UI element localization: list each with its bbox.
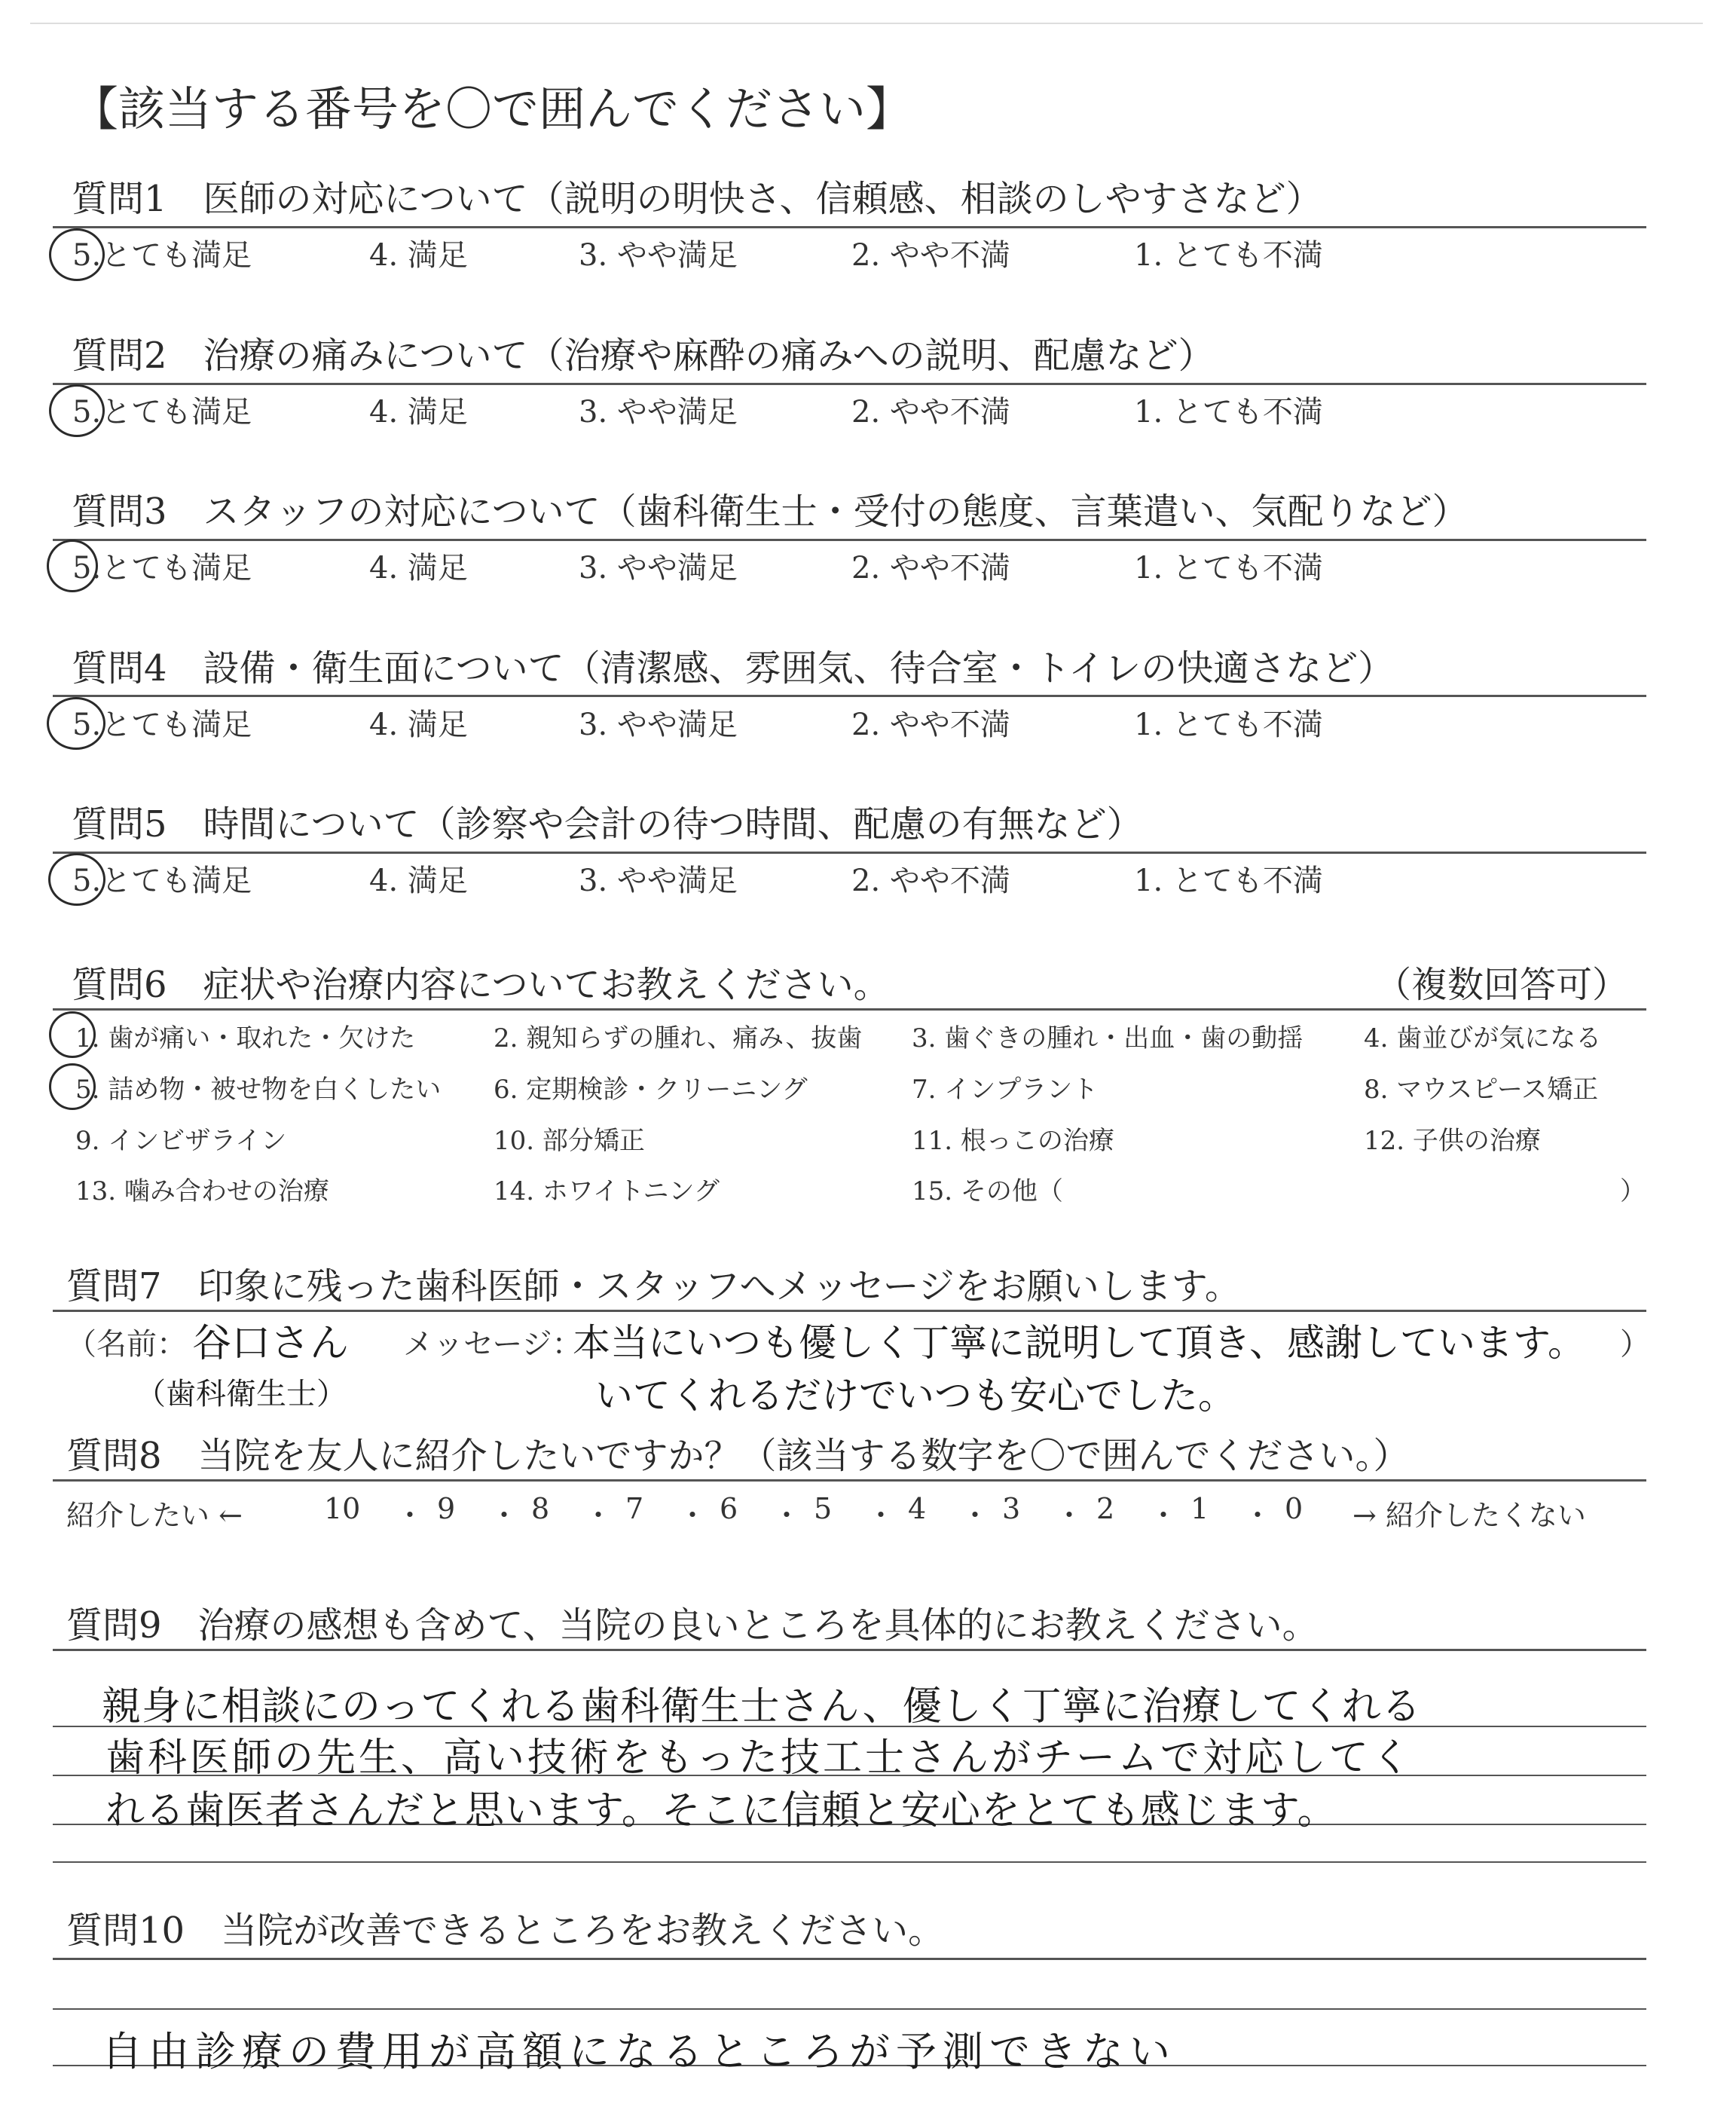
other-close-paren: ） [1620, 1176, 1646, 1206]
rating-option-2[interactable]: 2. やや不満 [851, 864, 1010, 898]
symptom-option-3[interactable]: 3. 歯ぐきの腫れ・出血・歯の動揺 [912, 1023, 1304, 1053]
question-1-rule [53, 226, 1646, 228]
symptom-option-2[interactable]: 2. 親知らずの腫れ、痛み、抜歯 [494, 1023, 863, 1053]
symptom-option-14[interactable]: 14. ホワイトニング [494, 1176, 720, 1206]
rating-option-2[interactable]: 2. やや不満 [851, 708, 1010, 742]
symptom-option-11[interactable]: 11. 根っこの治療 [912, 1126, 1114, 1156]
symptom-option-12[interactable]: 12. 子供の治療 [1364, 1126, 1541, 1156]
scale-dot: ・ [961, 1499, 990, 1532]
message-line-1: 本当にいつも優しく丁寧に説明して頂き、感謝しています。 [573, 1321, 1585, 1365]
scale-1[interactable]: 1 [1190, 1492, 1209, 1525]
answer-line [53, 2008, 1646, 2010]
rating-option-3[interactable]: 3. やや満足 [579, 551, 738, 586]
question-9-label: 質問9 治療の感想も含めて、当院の良いところを具体的にお教えください。 [66, 1604, 1319, 1647]
symptom-option-10[interactable]: 10. 部分矯正 [494, 1126, 645, 1156]
scale-dot: ・ [866, 1499, 896, 1532]
improvement-line-1: 自由診療の費用が高額になるところが予測できない [102, 2028, 1176, 2075]
question-2-label: 質問2 治療の痛みについて（治療や麻酔の痛みへの説明、配慮など） [72, 335, 1215, 377]
question-4-label: 質問4 設備・衛生面について（清潔感、雰囲気、待合室・トイレの快適さなど） [72, 647, 1395, 690]
rating-option-5[interactable]: 5.とても満足 [72, 864, 252, 898]
rating-option-2[interactable]: 2. やや不満 [851, 238, 1010, 273]
question-3-rule [53, 539, 1646, 541]
message-label: メッセージ： [403, 1327, 582, 1362]
symptom-option-9[interactable]: 9. インビザライン [75, 1126, 287, 1156]
rating-option-2[interactable]: 2. やや不満 [851, 395, 1010, 430]
scale-10[interactable]: 10 [324, 1492, 361, 1525]
scale-dot: ・ [1243, 1499, 1273, 1532]
rating-option-1[interactable]: 1. とても不満 [1134, 395, 1323, 430]
staff-name: 谷口さん [192, 1321, 350, 1366]
rating-option-3[interactable]: 3. やや満足 [579, 864, 738, 898]
good-points-line-3: れる歯医者さんだと思います。そこに信頼と安心をとても感じます。 [105, 1788, 1337, 1833]
question-6-note: （複数回答可） [1375, 964, 1629, 1006]
symptom-option-13[interactable]: 13. 噛み合わせの治療 [75, 1176, 329, 1206]
rating-option-4[interactable]: 4. 満足 [369, 238, 468, 273]
staff-role: （歯科衛生士） [136, 1377, 347, 1411]
rating-option-1[interactable]: 1. とても不満 [1134, 551, 1323, 586]
scale-dot: ・ [772, 1499, 802, 1532]
rating-option-4[interactable]: 4. 満足 [369, 395, 468, 430]
scale-dot: ・ [1149, 1499, 1178, 1532]
rating-option-5[interactable]: 5.とても満足 [72, 708, 252, 742]
question-6-rule [53, 1008, 1646, 1011]
scale-dot: ・ [1055, 1499, 1084, 1532]
rating-option-4[interactable]: 4. 満足 [369, 864, 468, 898]
question-2-rule [53, 383, 1646, 385]
question-5-rule [53, 852, 1646, 854]
rating-option-1[interactable]: 1. とても不満 [1134, 238, 1323, 273]
scale-0[interactable]: 0 [1285, 1492, 1304, 1525]
recommend-left-label: 紹介したい ← [66, 1499, 243, 1532]
question-3-label: 質問3 スタッフの対応について（歯科衛生士・受付の態度、言葉遣い、気配りなど） [72, 491, 1469, 533]
symptom-option-1[interactable]: 1. 歯が痛い・取れた・欠けた [75, 1023, 416, 1053]
name-label: （名前： [66, 1327, 187, 1362]
rating-option-1[interactable]: 1. とても不満 [1134, 864, 1323, 898]
question-1-label: 質問1 医師の対応について（説明の明快さ、信頼感、相談のしやすさなど） [72, 178, 1322, 220]
question-9-rule [53, 1649, 1646, 1651]
question-10-label: 質問10 当院が改善できるところをお教えください。 [66, 1910, 945, 1952]
scale-2[interactable]: 2 [1096, 1492, 1115, 1525]
rating-option-5[interactable]: 5.とても満足 [72, 395, 252, 430]
rating-option-4[interactable]: 4. 満足 [369, 551, 468, 586]
rating-option-3[interactable]: 3. やや満足 [579, 708, 738, 742]
question-7-label: 質問7 印象に残った歯科医師・スタッフへメッセージをお願いします。 [66, 1265, 1241, 1307]
question-10-rule [53, 1958, 1646, 1960]
question-5-label: 質問5 時間について（診察や会計の待つ時間、配慮の有無など） [72, 803, 1143, 846]
rating-option-1[interactable]: 1. とても不満 [1134, 708, 1323, 742]
symptom-option-4[interactable]: 4. 歯並びが気になる [1364, 1023, 1602, 1053]
scale-5[interactable]: 5 [814, 1492, 833, 1525]
scale-dot: ・ [678, 1499, 708, 1532]
message-line-2: いてくれるだけでいつも安心でした。 [595, 1374, 1236, 1417]
scale-4[interactable]: 4 [908, 1492, 927, 1525]
good-points-line-2: 歯科医師の先生、高い技術をもった技工士さんがチームで対応してく [105, 1735, 1414, 1781]
scale-8[interactable]: 8 [531, 1492, 550, 1525]
symptom-option-8[interactable]: 8. マウスピース矯正 [1364, 1075, 1599, 1105]
scale-dot: ・ [584, 1499, 613, 1532]
symptom-option-6[interactable]: 6. 定期検診・クリーニング [494, 1075, 808, 1105]
question-6-label: 質問6 症状や治療内容についてお教えください。 [72, 964, 890, 1006]
symptom-option-15[interactable]: 15. その他（ [912, 1176, 1063, 1206]
rating-option-5[interactable]: 5.とても満足 [72, 238, 252, 273]
rating-option-3[interactable]: 3. やや満足 [579, 395, 738, 430]
recommend-right-label: → 紹介したくない [1352, 1499, 1586, 1532]
question-4-rule [53, 695, 1646, 697]
page-title: 【該当する番号を〇で囲んでください】 [72, 81, 913, 136]
message-close-paren: ） [1620, 1327, 1650, 1362]
scale-7[interactable]: 7 [625, 1492, 644, 1525]
rating-option-2[interactable]: 2. やや不満 [851, 551, 1010, 586]
answer-line [53, 1861, 1646, 1863]
symptom-option-5[interactable]: 5. 詰め物・被せ物を白くしたい [75, 1075, 442, 1105]
good-points-line-1: 親身に相談にのってくれる歯科衛生士さん、優しく丁寧に治療してくれる [102, 1684, 1422, 1729]
rating-option-3[interactable]: 3. やや満足 [579, 238, 738, 273]
rating-option-4[interactable]: 4. 満足 [369, 708, 468, 742]
question-8-label: 質問8 当院を友人に紹介したいですか？（該当する数字を〇で囲んでください。） [66, 1435, 1410, 1477]
scale-9[interactable]: 9 [437, 1492, 456, 1525]
scale-dot: ・ [396, 1499, 425, 1532]
question-8-rule [53, 1479, 1646, 1482]
page-top-edge [30, 23, 1703, 24]
scale-dot: ・ [490, 1499, 519, 1532]
symptom-option-7[interactable]: 7. インプラント [912, 1075, 1099, 1105]
scale-3[interactable]: 3 [1002, 1492, 1021, 1525]
scale-6[interactable]: 6 [720, 1492, 738, 1525]
rating-option-5[interactable]: 5.とても満足 [72, 551, 252, 586]
